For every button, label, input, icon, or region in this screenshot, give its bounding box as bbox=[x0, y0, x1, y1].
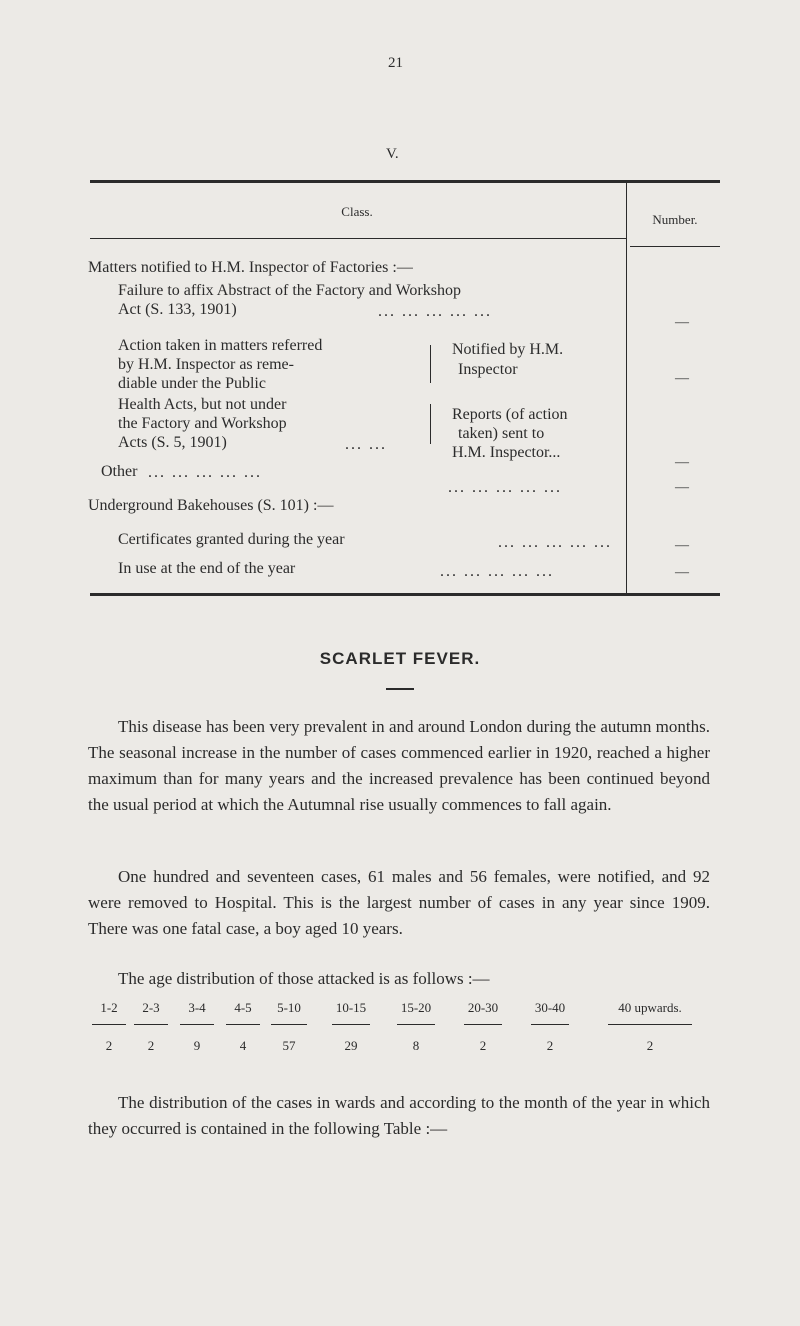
reports-line-1: Reports (of action bbox=[452, 406, 568, 423]
age-underline bbox=[226, 1024, 260, 1025]
age-count: 2 bbox=[646, 1038, 654, 1053]
failure-line-2: Act (S. 133, 1901) bbox=[118, 301, 237, 318]
value-notified: — bbox=[675, 371, 689, 386]
leader-dots: ... ... ... ... ... bbox=[448, 479, 562, 496]
age-range: 20-30 bbox=[467, 1000, 499, 1015]
age-count: 2 bbox=[479, 1038, 487, 1053]
value-reports: — bbox=[675, 455, 689, 470]
paragraph-2: One hundred and seventeen cases, 61 males and 56 females, were notified, and 92 were removed to Hospital. This is the largest number of cases in any year since 1909. There was one fatal case, a boy aged 10 years. bbox=[88, 867, 710, 938]
value-certificates: — bbox=[675, 538, 689, 553]
leader-dots: ... ... ... ... ... bbox=[378, 303, 492, 320]
value-failure: — bbox=[675, 315, 689, 330]
notified-line-2: Inspector bbox=[458, 361, 518, 378]
age-range: 10-15 bbox=[335, 1000, 367, 1015]
group-factories-title: Matters notified to H.M. Inspector of Factories :— bbox=[88, 259, 413, 276]
age-underline bbox=[92, 1024, 126, 1025]
age-range: 3-4 bbox=[188, 1000, 206, 1015]
action-line-1: Action taken in matters referred bbox=[118, 337, 323, 354]
age-underline bbox=[608, 1024, 692, 1025]
age-count: 57 bbox=[282, 1038, 296, 1053]
age-range: 40 upwards. bbox=[618, 1000, 682, 1015]
action-line-6: Acts (S. 5, 1901) bbox=[118, 434, 227, 451]
age-underline bbox=[332, 1024, 370, 1025]
other-label: Other bbox=[101, 463, 138, 480]
page-number: 21 bbox=[388, 55, 403, 71]
leader-dots: ... ... ... ... ... bbox=[440, 563, 554, 580]
age-range: 15-20 bbox=[400, 1000, 432, 1015]
paragraph-4: The distribution of the cases in wards and according to the month of the year in which they occurred is contained in the following Table :— bbox=[88, 1093, 710, 1138]
title-rule bbox=[386, 688, 414, 690]
age-range: 4-5 bbox=[234, 1000, 252, 1015]
age-underline bbox=[397, 1024, 435, 1025]
value-in-use: — bbox=[675, 565, 689, 580]
paragraph-3: The age distribution of those attacked is as follows :— bbox=[118, 969, 490, 988]
header-rule-number bbox=[630, 246, 720, 247]
reports-line-2: taken) sent to bbox=[458, 425, 545, 442]
action-line-2: by H.M. Inspector as reme- bbox=[118, 356, 294, 373]
leader-dots: ... ... ... ... ... bbox=[148, 464, 262, 481]
reports-line-3: H.M. Inspector... bbox=[452, 444, 561, 461]
age-count: 4 bbox=[239, 1038, 247, 1053]
brace-notified bbox=[430, 345, 431, 383]
age-count: 8 bbox=[412, 1038, 420, 1053]
section-numeral: V. bbox=[386, 146, 399, 162]
action-line-5: the Factory and Workshop bbox=[118, 415, 287, 432]
age-count: 9 bbox=[193, 1038, 201, 1053]
age-count: 29 bbox=[344, 1038, 358, 1053]
age-underline bbox=[464, 1024, 502, 1025]
age-underline bbox=[180, 1024, 214, 1025]
age-underline bbox=[531, 1024, 569, 1025]
value-other: — bbox=[675, 480, 689, 495]
age-count: 2 bbox=[105, 1038, 113, 1053]
group-bakehouses-title: Underground Bakehouses (S. 101) :— bbox=[88, 497, 334, 514]
action-line-4: Health Acts, but not under bbox=[118, 396, 287, 413]
paragraph-1: This disease has been very prevalent in and around London during the autumn months. The seasonal increase in the number of cases commenced earlier in 1920, reached a higher maximum than for many years and the increased prevalence has been continued beyond the usual period at which the Autumnal rise usually commences to fall again. bbox=[88, 717, 710, 814]
leader-dots: ... ... bbox=[345, 436, 387, 453]
certificates-label: Certificates granted during the year bbox=[118, 531, 345, 548]
leader-dots: ... ... ... ... ... bbox=[498, 534, 612, 551]
brace-reports bbox=[430, 404, 431, 444]
age-distribution bbox=[86, 1000, 706, 1066]
action-line-3: diable under the Public bbox=[118, 375, 266, 392]
age-range: 1-2 bbox=[100, 1000, 118, 1015]
age-count: 2 bbox=[546, 1038, 554, 1053]
failure-line-1: Failure to affix Abstract of the Factory and Workshop bbox=[118, 282, 461, 299]
age-count: 2 bbox=[147, 1038, 155, 1053]
age-underline bbox=[134, 1024, 168, 1025]
column-divider bbox=[626, 183, 627, 593]
section-title: SCARLET FEVER. bbox=[319, 649, 481, 668]
notified-line-1: Notified by H.M. bbox=[452, 341, 564, 358]
in-use-label: In use at the end of the year bbox=[118, 560, 296, 577]
age-range: 30-40 bbox=[534, 1000, 566, 1015]
age-range: 2-3 bbox=[142, 1000, 160, 1015]
header-rule-class bbox=[90, 238, 626, 239]
age-range: 5-10 bbox=[277, 1000, 301, 1015]
header-class: Class. bbox=[341, 204, 373, 219]
header-number: Number. bbox=[652, 212, 698, 227]
age-underline bbox=[271, 1024, 307, 1025]
table-bottom-rule bbox=[90, 593, 720, 596]
